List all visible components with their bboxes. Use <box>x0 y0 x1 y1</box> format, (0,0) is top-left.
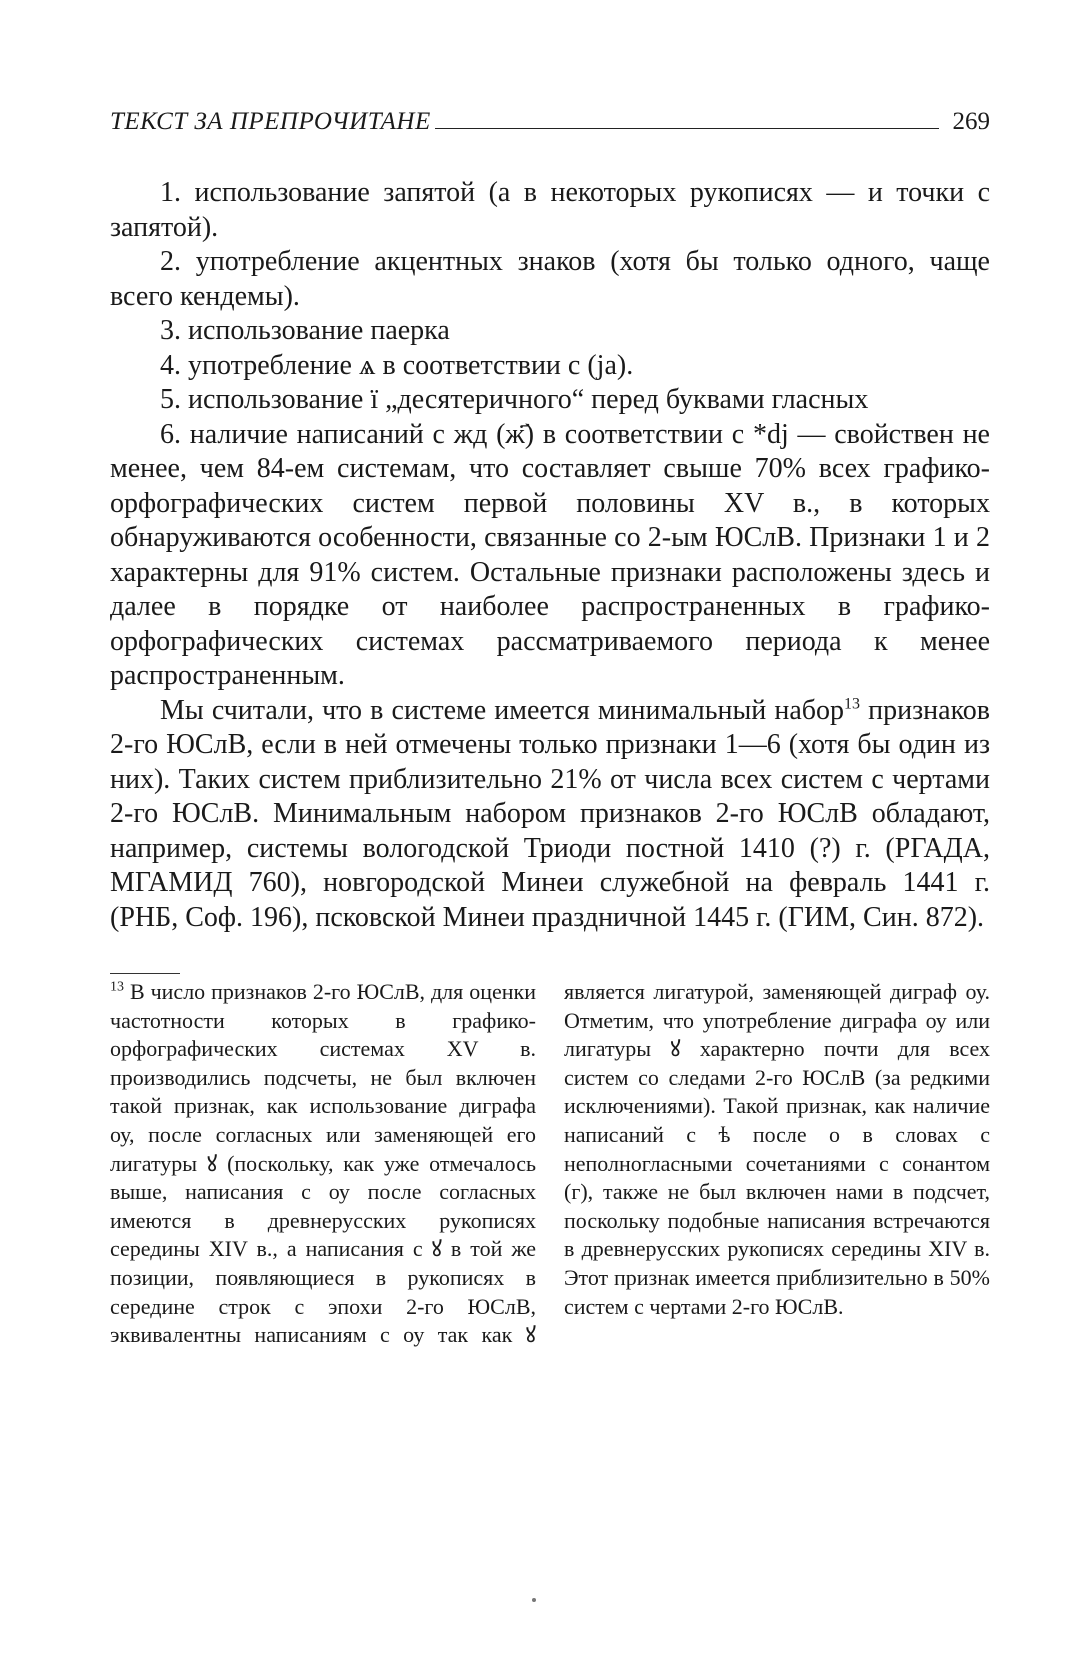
footnote-rule <box>110 973 180 974</box>
list-item-4: 4. употребление ѧ в соответствии с (ja). <box>160 349 634 381</box>
running-head <box>110 96 990 136</box>
print-speck <box>532 1598 536 1602</box>
footnote-reference[interactable]: 13 <box>844 695 861 713</box>
running-title: ТЕКСТ ЗА ПРЕПРОЧИТАНЕ <box>110 108 431 135</box>
list-item-6: 6. наличие написаний с жд (ж҃) в соответствии с *dj — свойствен не менее, чем 84-ем системам, что составляет свыше 70% всех графико-орфографических систем первой половины XV в., в которых обнаруживаются особенности, связанные со 2-ым ЮСлВ. Признаки 1 и 2 характерны для 91% систем. Остальные признаки расположены здесь и далее в порядке от наиболее распространенных в графико-орфографических системах рассматриваемого периода к менее распространенным. <box>110 418 990 691</box>
main-text <box>110 176 990 935</box>
page-number: 269 <box>952 108 990 135</box>
footnote-block <box>110 978 990 1350</box>
footnote-mark: 13 <box>110 979 124 995</box>
book-page <box>110 96 990 1350</box>
body-paragraph <box>110 694 990 936</box>
list-item-3: 3. использование паерка <box>160 315 450 346</box>
footnote-13 <box>110 978 990 1350</box>
paragraph-text-end: признаков 2-го ЮСлВ, если в ней отмечены только признаки 1—6 (хотя бы один из них). Таких систем приблизительно 21% от числа всех систем с чертами 2-го ЮСлВ. Минимальным набором признаков 2-го ЮСлВ обладают, например, системы вологодской Триоди постной 1410 (?) г. (РГАДА, МГАМИД 760), новгородской Минеи служебной на февраль 1441 г. (РНБ, Соф. 196), псковской Минеи праздничной 1445 г. (ГИМ, Син. 872). <box>110 694 990 933</box>
list-item-1: 1. использование запятой (а в некоторых рукописях — и точки с запятой). <box>110 177 990 243</box>
list-item-5: 5. использование ї „десятеричного“ перед буквами гласных <box>160 384 869 415</box>
paragraph-text-start: Мы считали, что в системе имеется минимальный набор <box>160 694 845 726</box>
list-item-2: 2. употребление акцентных знаков (хотя бы только одного, чаще всего кендемы). <box>110 246 990 312</box>
header-rule <box>435 128 939 129</box>
footnote-text: В число признаков 2-го ЮСлВ, для оценки частотности которых в графико-орфографических системах XV в. производились подсчеты, не был включен такой признак, как использование диграфа оу, после согласных или заменяющей его лигатуры ꙋ (поскольку, как уже отмечалось выше, написания с оу после согласных имеются в древнерусских рукописях середины XIV в., а написания с ꙋ в той же позиции, появляющиеся в рукописях в середине строк с эпохи 2-го ЮСлВ, эквивалентны написаниям с оу так как ꙋ является лигатурой, заменяющей диграф оу. Отметим, что употребление диграфа оу или лигатуры ꙋ характерно почти для всех систем со следами 2-го ЮСлВ (за редкими исключениями). Такой признак, как наличие написаний с ѣ после о в словах с неполногласными сочетаниями с сонантом (г), также не был включен нами в подсчет, поскольку подобные написания встречаются в древнерусских рукописях середины XIV в. Этот признак имеется приблизительно в 50% систем с чертами 2-го ЮСлВ. <box>110 979 990 1348</box>
